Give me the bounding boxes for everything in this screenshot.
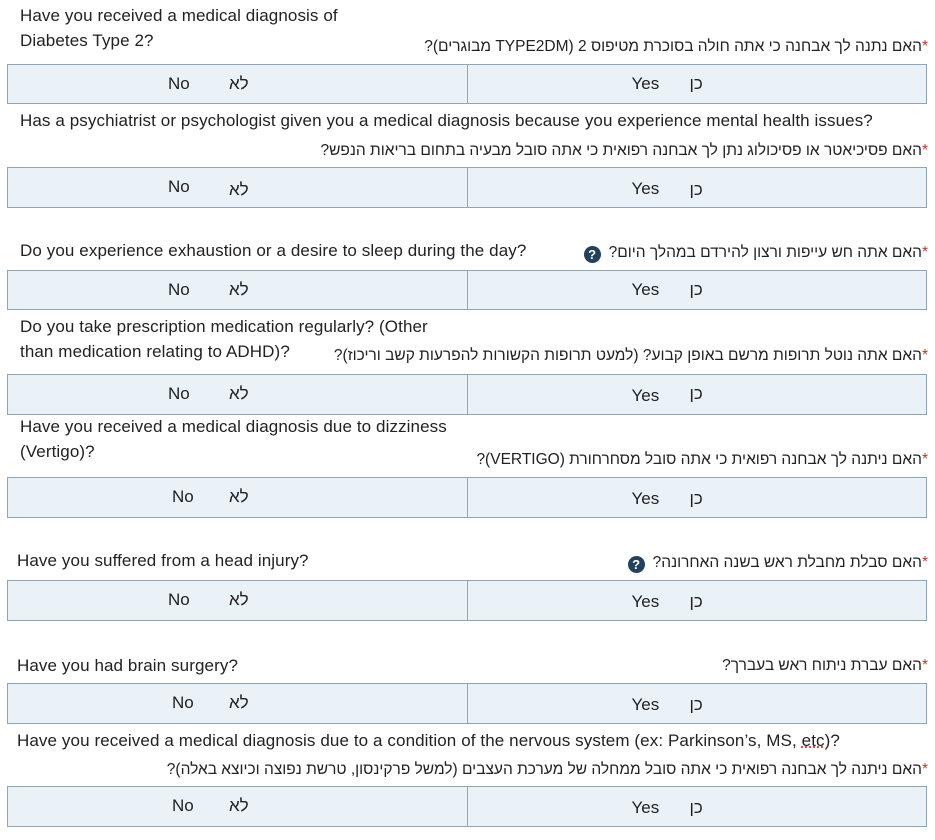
- yes-label-hebrew: כן: [689, 798, 703, 817]
- yes-label: Yes: [631, 695, 660, 714]
- no-label: No: [172, 693, 194, 712]
- q4-no-option[interactable]: [8, 375, 467, 414]
- q3-choice-group: [7, 270, 927, 310]
- q1-hebrew-label: *האם נתנה לך אבחנה כי אתה חולה בסוכרת מטיפוס 2 (TYPE2DM מבוגרים)?: [424, 38, 928, 55]
- no-label-hebrew: לא: [229, 280, 249, 299]
- yes-label: Yes: [631, 179, 660, 198]
- q2-yes-option[interactable]: [467, 168, 927, 207]
- yes-label-hebrew: כן: [689, 695, 703, 714]
- q8-no-option[interactable]: [8, 787, 467, 826]
- q6-no-option[interactable]: [8, 581, 467, 620]
- no-label: No: [168, 590, 190, 609]
- q8-yes-option[interactable]: [467, 787, 927, 826]
- q6-yes-option[interactable]: [467, 581, 927, 620]
- q2-english-label: Has a psychiatrist or psychologist given you a medical diagnosis because you experience mental health issues?: [20, 111, 873, 130]
- yes-label: Yes: [631, 280, 660, 299]
- yes-label-hebrew: כן: [689, 489, 703, 508]
- q6-english-label: Have you suffered from a head injury?: [17, 551, 309, 570]
- q2-hebrew-label: *האם פסיכיאטר או פסיכולוג נתן לך אבחנה רפואית כי אתה סובל מבעיה בתחום בריאות הנפש?: [320, 142, 928, 159]
- q4-english-label: Do you take prescription medication regularly? (Other than medication relating to ADHD)?: [20, 317, 428, 361]
- q7-yes-option[interactable]: [467, 684, 927, 723]
- q5-yes-option[interactable]: [467, 478, 927, 517]
- yes-label-hebrew: כן: [689, 180, 703, 199]
- help-icon[interactable]: ?: [584, 246, 601, 263]
- yes-label: Yes: [631, 386, 660, 405]
- no-label-hebrew: לא: [229, 180, 249, 199]
- q7-choice-group: [7, 683, 927, 724]
- help-icon[interactable]: ?: [628, 556, 645, 573]
- q7-no-option[interactable]: [8, 684, 467, 723]
- q1-english-label: Have you received a medical diagnosis of Diabetes Type 2?: [20, 6, 338, 50]
- q5-english-label: Have you received a medical diagnosis due to dizziness (Vertigo)?: [20, 417, 447, 461]
- q8-hebrew-label: *האם ניתנה לך אבחנה רפואית כי אתה סובל ממחלה של מערכת העצבים (למשל פרקינסון, טרשת נפוצה וכיוצא באלה)?: [166, 761, 928, 778]
- q5-choice-group: [7, 477, 927, 518]
- q1-choice-group: [7, 64, 927, 104]
- q3-no-option[interactable]: [8, 271, 467, 309]
- q3-yes-option[interactable]: [467, 271, 927, 309]
- no-label-hebrew: לא: [229, 74, 249, 93]
- no-label-hebrew: לא: [229, 487, 249, 506]
- q7-english-label: Have you had brain surgery?: [17, 656, 238, 675]
- q6-choice-group: [7, 580, 927, 621]
- yes-label-hebrew: כן: [689, 592, 703, 611]
- no-label: No: [168, 384, 190, 403]
- q5-hebrew-label: *האם ניתנה לך אבחנה רפואית כי אתה סובל מסחרחורת (VERTIGO)?: [476, 451, 928, 468]
- q3-english-label: Do you experience exhaustion or a desire to sleep during the day?: [20, 241, 527, 260]
- q6-hebrew-label: *האם סבלת מחבלת ראש בשנה האחרונה??: [628, 553, 928, 573]
- no-label-hebrew: לא: [229, 796, 249, 815]
- q4-choice-group: [7, 374, 927, 415]
- q4-hebrew-label: *האם אתה נוטל תרופות מרשם באופן קבוע? (למעט תרופות הקשורות להפרעות קשב וריכוז)?: [333, 347, 928, 364]
- yes-label: Yes: [631, 592, 660, 611]
- q1-no-option[interactable]: [8, 65, 467, 103]
- no-label: No: [168, 177, 190, 196]
- no-label: No: [168, 74, 190, 93]
- q2-no-option[interactable]: [8, 168, 467, 207]
- q3-hebrew-label: *האם אתה חש עייפות ורצון להירדם במהלך היום??: [584, 243, 928, 263]
- q8-english-label: Have you received a medical diagnosis due to a condition of the nervous system (ex: Parkinson’s, MS, etc)?: [17, 731, 840, 750]
- q2-choice-group: [7, 167, 927, 208]
- yes-label: Yes: [631, 798, 660, 817]
- yes-label-hebrew: כן: [689, 74, 703, 93]
- no-label: No: [172, 487, 194, 506]
- yes-label-hebrew: כן: [689, 280, 703, 299]
- no-label-hebrew: לא: [229, 384, 249, 403]
- no-label-hebrew: לא: [229, 590, 249, 609]
- q1-yes-option[interactable]: [467, 65, 927, 103]
- q4-yes-option[interactable]: [467, 375, 927, 414]
- yes-label: Yes: [631, 74, 660, 93]
- yes-label: Yes: [631, 489, 660, 508]
- yes-label-hebrew: כן: [689, 384, 703, 403]
- q5-no-option[interactable]: [8, 478, 467, 517]
- q7-hebrew-label: *האם עברת ניתוח ראש בעברך?: [722, 657, 928, 674]
- q8-choice-group: [7, 786, 927, 827]
- no-label: No: [172, 796, 194, 815]
- no-label-hebrew: לא: [229, 693, 249, 712]
- no-label: No: [168, 280, 190, 299]
